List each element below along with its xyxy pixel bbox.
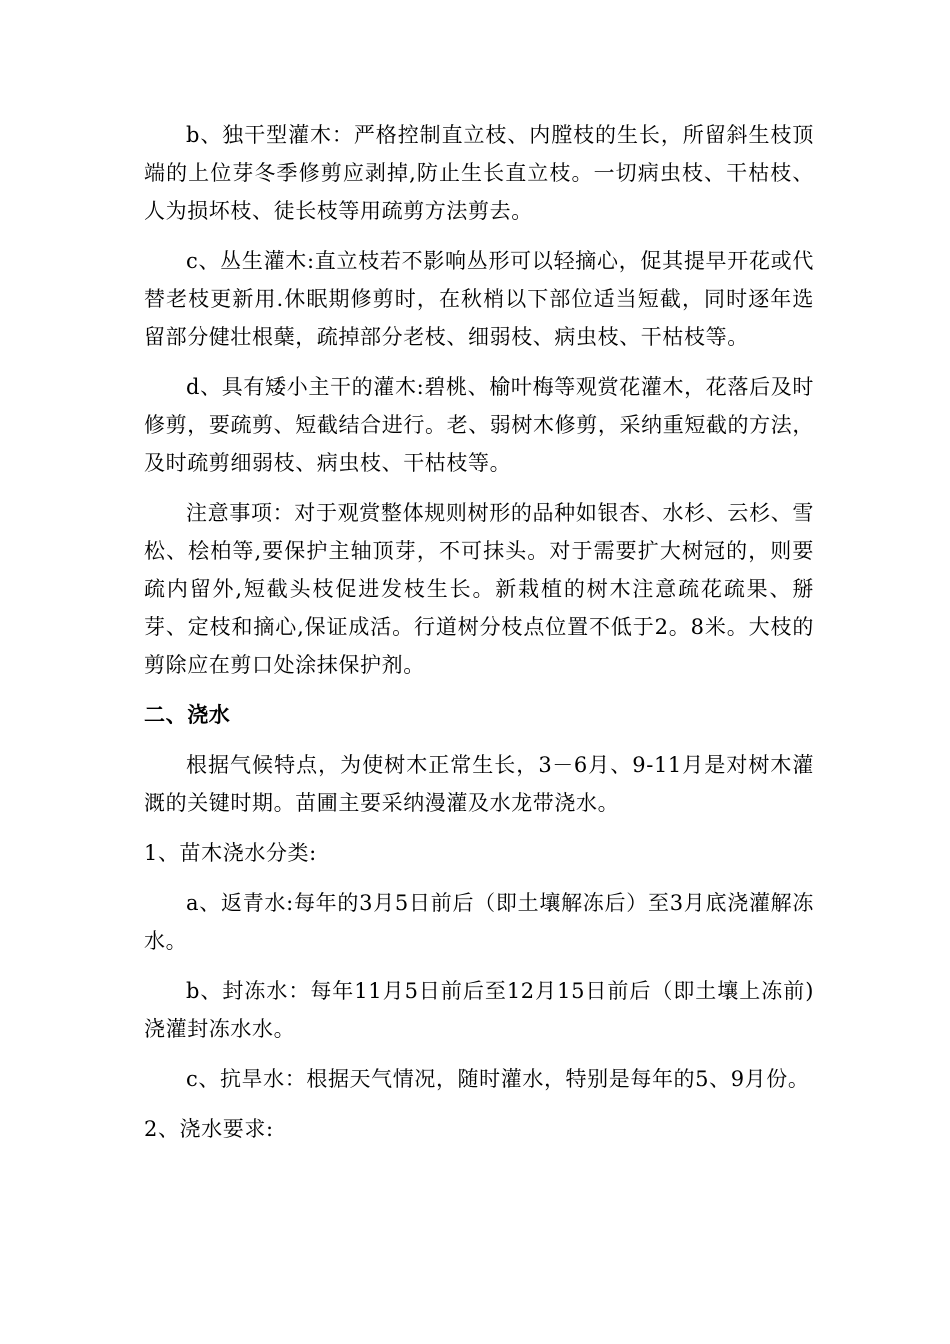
paragraph-watering-intro: 根据气候特点，为使树木正常生长，3－6月、9-11月是对树木灌溉的关键时期。苗圃主要采纳漫灌及水龙带浇水。 bbox=[144, 753, 814, 815]
list-item-watering-c: c、抗旱水：根据天气情况，随时灌水，特别是每年的5、9月份。 bbox=[186, 1067, 810, 1091]
paragraph-notes: 注意事项：对于观赏整体规则树形的品种如银杏、水杉、云杉、雪松、桧柏等,要保护主轴顶芽，不可抹头。对于需要扩大树冠的，则要疏内留外,短截头枝促进发枝生长。新栽植的树木注意疏花疏果、掰芽、定枝和摘心,保证成活。行道树分枝点位置不低于2。8米。大枝的剪除应在剪口处涂抹保护剂。 bbox=[144, 501, 814, 677]
subheading-watering-requirements: 2、浇水要求: bbox=[144, 1117, 274, 1141]
paragraph-shrub-short-trunk: d、具有矮小主干的灌木:碧桃、榆叶梅等观赏花灌木，花落后及时修剪，要疏剪、短截结合进行。老、弱树木修剪，采纳重短截的方法，及时疏剪细弱枝、病虫枝、干枯枝等。 bbox=[144, 375, 814, 475]
document-page bbox=[144, 116, 814, 1160]
paragraph-shrub-clustered: c、丛生灌木:直立枝若不影响丛形可以轻摘心，促其提早开花或代替老枝更新用.休眠期修剪时，在秋梢以下部位适当短截，同时逐年选留部分健壮根蘖，疏掉部分老枝、细弱枝、病虫枝、干枯枝等。 bbox=[144, 249, 814, 349]
list-item-watering-a: a、返青水:每年的3月5日前后（即土壤解冻后）至3月底浇灌解冻水。 bbox=[144, 891, 814, 953]
section-heading-watering: 二、浇水 bbox=[144, 703, 231, 727]
paragraph-shrub-single-trunk: b、独干型灌木：严格控制直立枝、内膛枝的生长，所留斜生枝顶端的上位芽冬季修剪应剥掉,防止生长直立枝。一切病虫枝、干枯枝、人为损坏枝、徒长枝等用疏剪方法剪去。 bbox=[144, 123, 814, 223]
list-item-watering-b: b、封冻水：每年11月5日前后至12月15日前后（即土壤上冻前)浇灌封冻水水。 bbox=[144, 979, 814, 1041]
subheading-watering-types: 1、苗木浇水分类: bbox=[144, 841, 317, 865]
